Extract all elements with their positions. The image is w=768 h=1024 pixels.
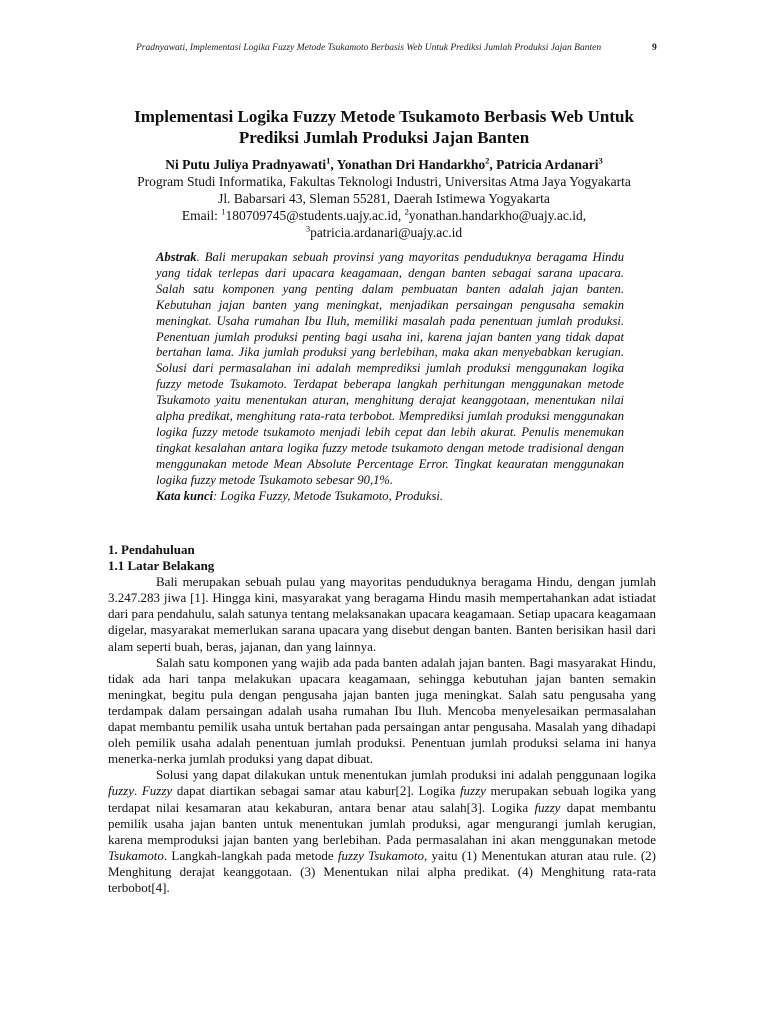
paragraph-2: Salah satu komponen yang wajib ada pada banten adalah jajan banten. Bagi masyarakat Hindu, tidak ada hari tanpa melakukan upacara keagamaan, sehingga kebutuhan jajan banten semakin meningkat, begitu pula dengan pengusaha jajan banten juga meningkat. Salah satu pengusaha yang terdampak dalam persaingan adalah usaha rumahan Ibu Iluh. Mencoba menyelesaikan permasalahan dapat membantu pemilik usaha untuk bertahan pada persaingan antar pengusaha. Masalah yang dihadapi oleh pemilik usaha adalah penentuan jumlah produksi. Penentuan jumlah produksi selama ini hanya menerka-nerka jumlah produksi yang dapat dibuat. bbox=[108, 654, 656, 767]
p3-part: Solusi yang dapat dilakukan untuk menentukan jumlah produksi ini adalah penggunaan logika bbox=[156, 767, 656, 783]
email-label: Email: bbox=[181, 208, 222, 223]
abstract-label: Abstrak bbox=[156, 250, 197, 264]
abstract-body: . Bali merupakan sebuah provinsi yang mayoritas penduduknya beragama Hindu yang tidak terlepas dari upacara keagamaan, dengan banten sebagai sarana upacara. Salah satu komponen yang penting dalam pembuatan banten adalah jajan banten. Kebutuhan jajan banten yang meningkat, menjadikan persaingan pengusaha semakin meningkat. Usaha rumahan Ibu Iluh, memiliki masalah pada penentuan jumlah produksi. Penentuan jumlah produksi penting bagi usaha ini, karena jajan banten yang tidak dapat bertahan lama. Jika jumlah produksi yang berlebihan, maka akan menyebabkan kerugian. Solusi dari permasalahan ini adalah memprediksi jumlah produksi menggunakan logika fuzzy metode Tsukamoto. Terdapat beberapa langkah perhitungan menggunakan metode Tsukamoto yaitu menentukan aturan, menghitung derajat keanggotaan, menentukan nilai alpha predikat, menghitung rata-rata terbobot. Memprediksi jumlah produksi menggunakan logika fuzzy metode tsukamoto menjadi lebih cepat dan lebih akurat. Penulis menemukan tingkat kesalahan antara logika fuzzy metode tsukamoto dengan metode tradisional dengan menggunakan metode Mean Absolute Percentage Error. Tingkat keauratan menggunakan logika fuzzy metode Tsukamoto sebesar 90,1%. bbox=[156, 250, 624, 487]
p3-part: dapat membantu pemilik usaha jajan banten untuk menentukan jumlah produksi, agar mengurangi jumlah kerugian, karena memproduksi jajan banten yang berlebihan. Pada permasalahan ini akan menggunakan metode bbox=[108, 799, 656, 847]
email-2: yonathan.handarkho@uajy.ac.id, bbox=[408, 208, 587, 223]
author-1-sup: 1 bbox=[326, 155, 331, 166]
title-line-2: Prediksi Jumlah Produksi Jajan Banten bbox=[238, 128, 530, 147]
subsection-heading: 1.1 Latar Belakang bbox=[108, 558, 215, 574]
email-1: 180709745@students.uajy.ac.id, bbox=[225, 208, 405, 223]
p3-italic: Fuzzy bbox=[141, 783, 173, 799]
keywords-list: : Logika Fuzzy, Metode Tsukamoto, Produksi. bbox=[213, 488, 443, 503]
paper-title bbox=[80, 106, 688, 148]
author-1: Ni Putu Juliya Pradnyawati bbox=[165, 157, 327, 172]
p3-part: , yaitu (1) Menentukan aturan atau rule. (2) Menghitung derajat keanggotaan. (3) Menentukan nilai alpha predikat. (4) Menghitung rata-rata terbobot[4]. bbox=[108, 847, 656, 895]
section-heading: 1. Pendahuluan bbox=[108, 542, 195, 557]
author-3: Patricia Ardanari bbox=[496, 157, 599, 172]
author-block bbox=[60, 156, 708, 241]
p3-italic: fuzzy Tsukamoto bbox=[337, 847, 425, 863]
abstract-text bbox=[156, 250, 624, 489]
p3-part: dapat diartikan sebagai samar atau kabur[2]. Logika bbox=[172, 783, 460, 799]
author-2: Yonathan Dri Handarkho bbox=[336, 157, 486, 172]
keywords-label: Kata kunci bbox=[156, 488, 214, 503]
author-separator: , bbox=[330, 157, 337, 172]
email-1-sup: 1 bbox=[221, 206, 226, 217]
email-3-sup: 3 bbox=[305, 223, 311, 234]
p3-part: merupakan sebuah logika yang terdapat nilai kesamaran atau kekaburan, antara benar atau salah[3]. Logika bbox=[108, 783, 656, 815]
email-line bbox=[60, 207, 708, 224]
p3-part: . Langkah-langkah pada metode bbox=[163, 847, 338, 863]
paragraph-1: Bali merupakan sebuah pulau yang mayoritas penduduknya beragama Hindu, dengan jumlah 3.247.283 jiwa [1]. Hingga kini, masyarakat yang beragama Hindu masih mempertahankan adat istiadat dari para pendahulu, salah satunya tentang melaksanakan upacara keagamaan. Setiap upacara keagamaan digelar, masyarakat memerlukan sarana upacara yang disebut dengan banten. Banten berisikan hasil dari alam seperti buah, beras, jajanan, dan yang lainnya. bbox=[108, 574, 656, 654]
affiliation: Program Studi Informatika, Fakultas Teknologi Industri, Universitas Atma Jaya Yogyakarta bbox=[137, 174, 631, 189]
email-line-2 bbox=[60, 224, 708, 241]
author-2-sup: 2 bbox=[485, 155, 490, 166]
email-2-sup: 2 bbox=[404, 206, 409, 217]
running-title: Pradnyawati, Implementasi Logika Fuzzy Metode Tsukamoto Berbasis Web Untuk Prediksi Jumlah Produksi Jajan Banten bbox=[136, 43, 602, 53]
author-3-sup: 3 bbox=[598, 155, 603, 166]
keywords bbox=[156, 489, 624, 505]
address: Jl. Babarsari 43, Sleman 55281, Daerah Istimewa Yogyakarta bbox=[218, 191, 550, 206]
p3-part: . bbox=[134, 783, 142, 799]
title-line-1: Implementasi Logika Fuzzy Metode Tsukamoto Berbasis Web Untuk bbox=[134, 107, 634, 126]
p3-italic: Tsukamoto bbox=[108, 847, 164, 863]
p3-italic: fuzzy bbox=[459, 783, 486, 799]
email-3: patricia.ardanari@uajy.ac.id bbox=[310, 225, 463, 240]
body-text bbox=[108, 542, 656, 896]
abstract bbox=[156, 250, 624, 505]
paragraph-3 bbox=[108, 767, 656, 896]
p3-italic: fuzzy bbox=[108, 783, 134, 799]
author-names bbox=[60, 156, 708, 173]
author-separator: , bbox=[489, 157, 497, 172]
p3-italic: fuzzy bbox=[534, 799, 561, 815]
page-number: 9 bbox=[652, 43, 657, 53]
